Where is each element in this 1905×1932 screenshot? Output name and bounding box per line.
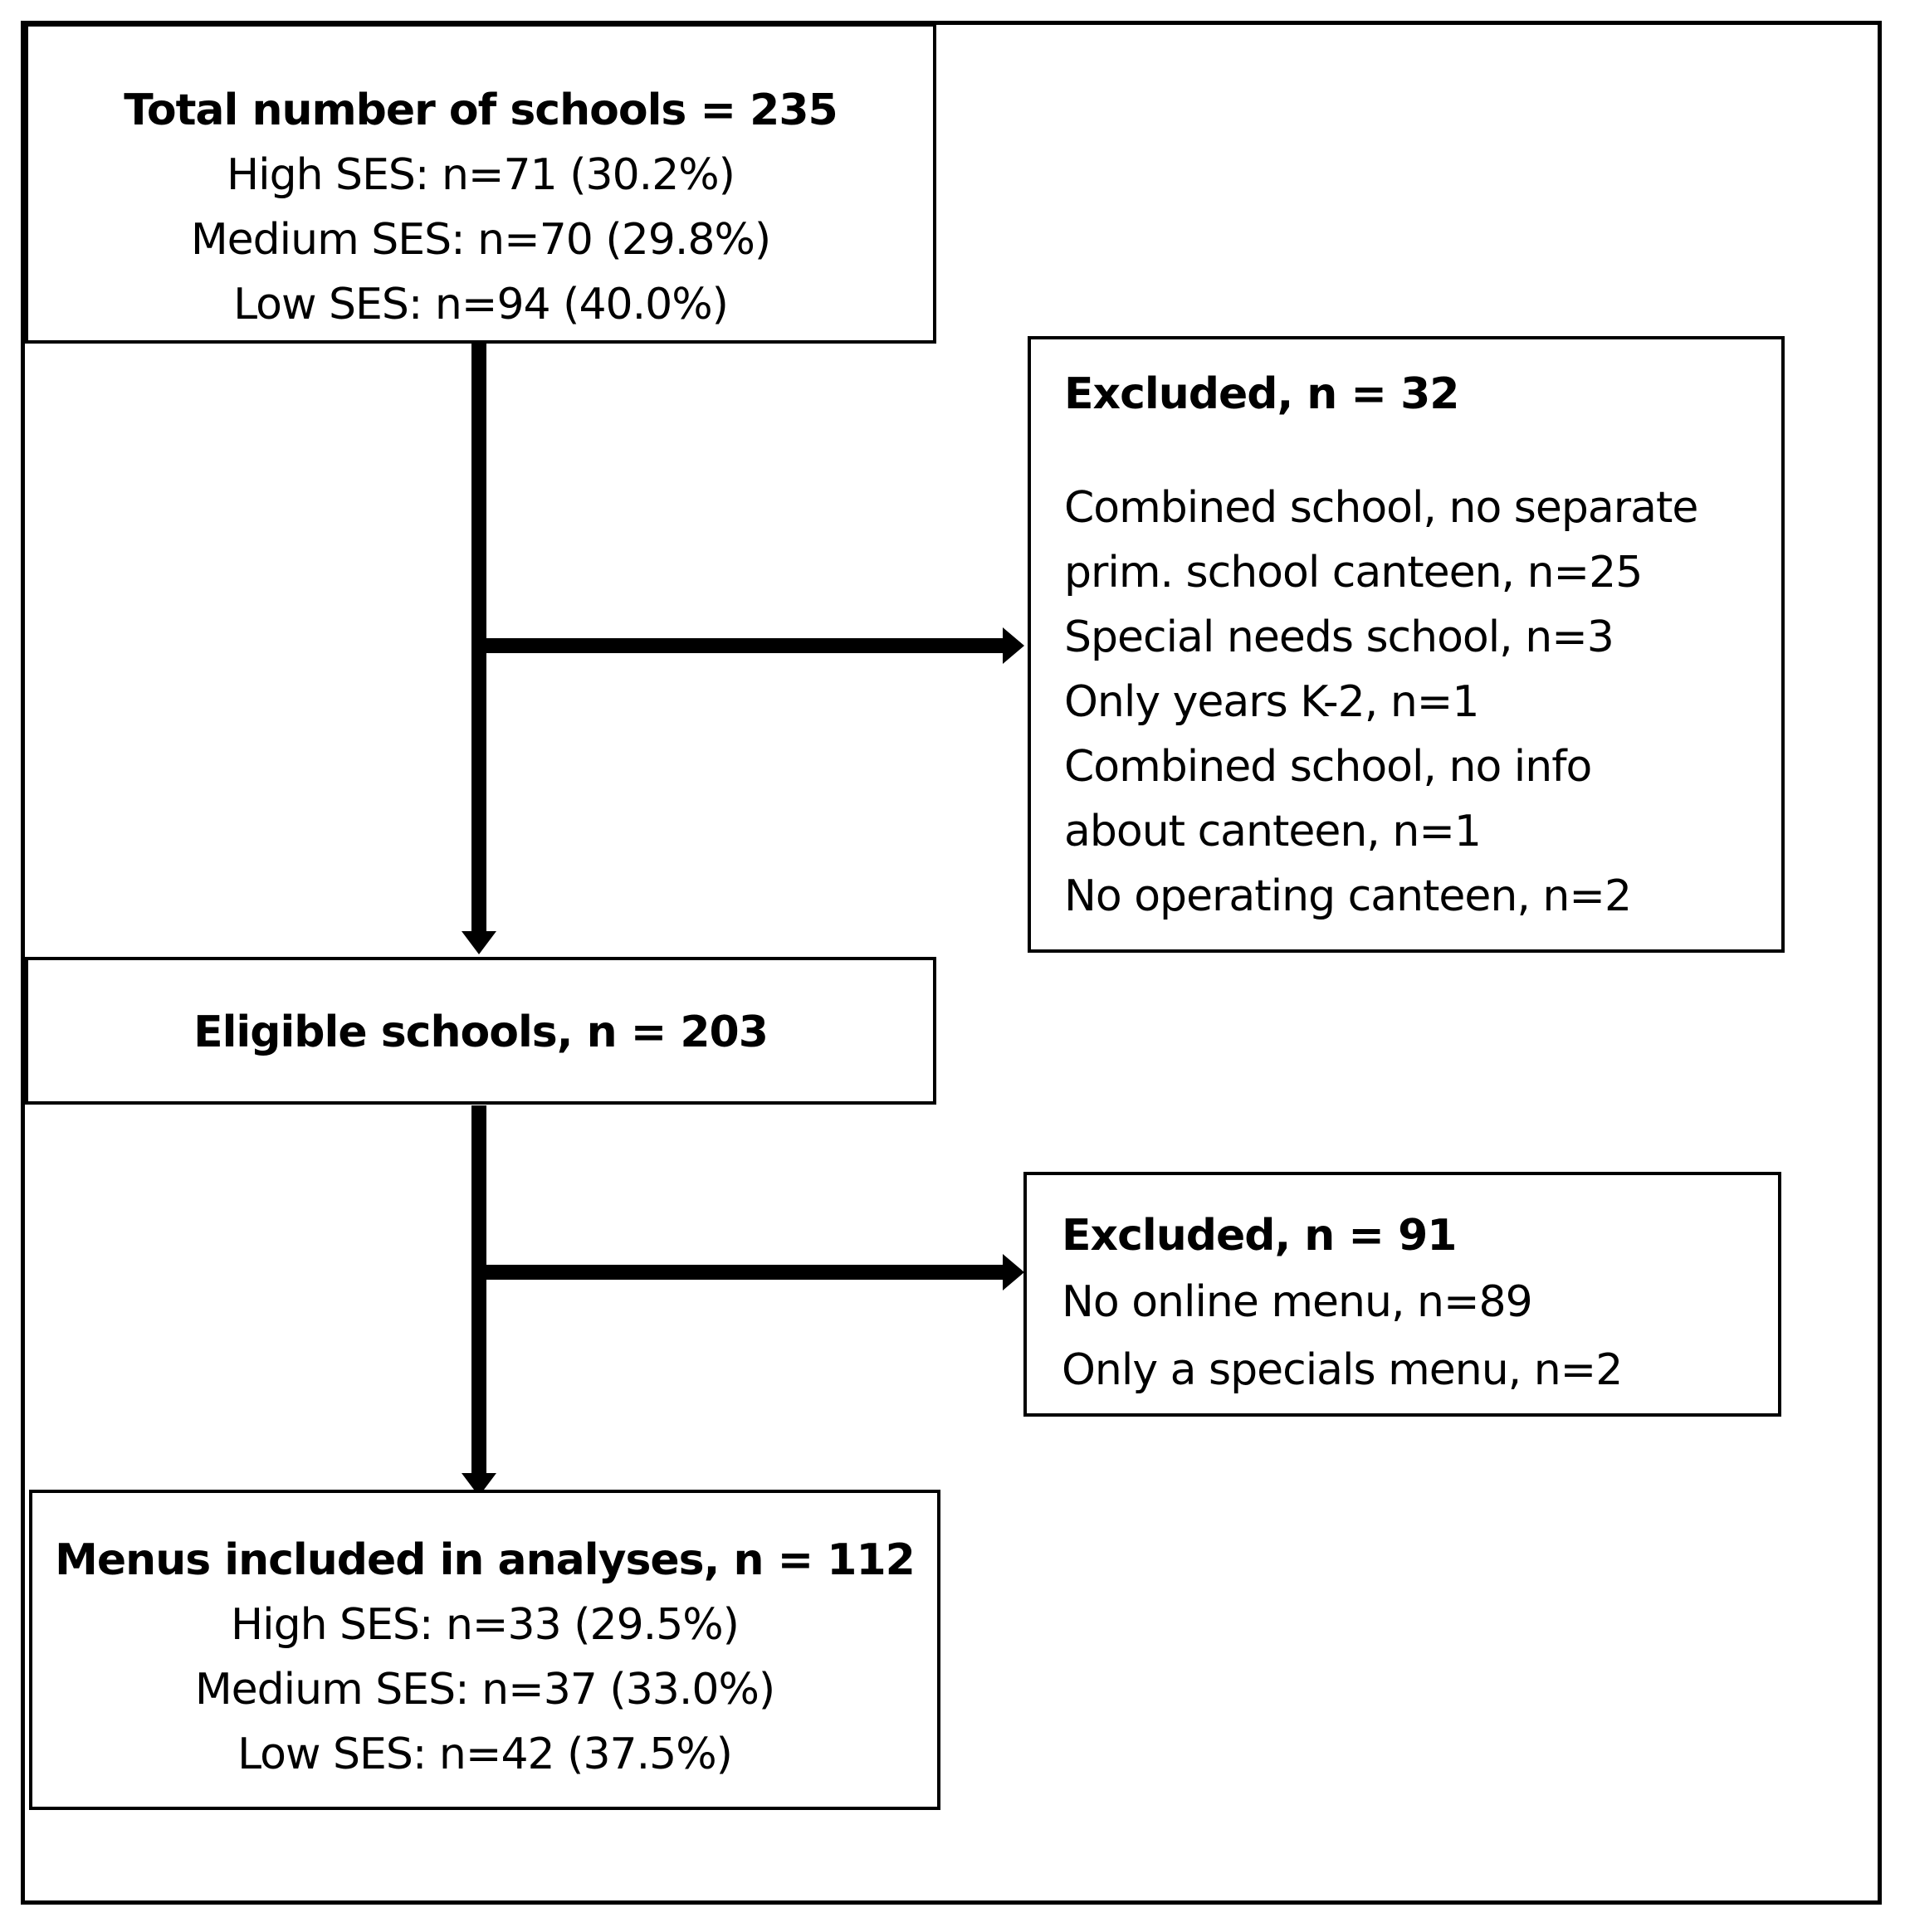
eligible-schools-box (25, 957, 936, 1105)
total-medium-ses: Medium SES: n=70 (29.8%) (190, 215, 771, 265)
total-low-ses: Low SES: n=94 (40.0%) (233, 280, 728, 329)
arrowhead-to-excluded-1 (1003, 627, 1024, 664)
menus-high-ses: High SES: n=33 (29.5%) (231, 1600, 739, 1650)
eligible-schools-title: Eligible schools, n = 203 (193, 1007, 768, 1057)
excluded-1-reason-2: prim. school canteen, n=25 (1064, 548, 1643, 598)
excluded-2-reason-2: Only a specials menu, n=2 (1062, 1345, 1623, 1395)
arrowhead-to-eligible (462, 931, 496, 954)
excluded-1-reason-6: about canteen, n=1 (1064, 807, 1481, 856)
excluded-2-reason-1: No online menu, n=89 (1062, 1277, 1532, 1327)
total-schools-title: Total number of schools = 235 (124, 85, 838, 135)
menus-low-ses: Low SES: n=42 (37.5%) (237, 1730, 732, 1779)
excluded-1-reason-4: Only years K-2, n=1 (1064, 677, 1479, 727)
excluded-1-reason-3: Special needs school, n=3 (1064, 612, 1614, 662)
total-schools-box (25, 23, 936, 344)
excluded-1-reason-1: Combined school, no separate (1064, 483, 1698, 533)
arrowhead-to-excluded-2 (1003, 1254, 1024, 1290)
excluded-1-reason-7: No operating canteen, n=2 (1064, 871, 1632, 921)
excluded-2-title: Excluded, n = 91 (1062, 1211, 1457, 1261)
excluded-box-1-content (1064, 362, 1697, 929)
menus-included-box (29, 1490, 940, 1810)
excluded-box-2 (1023, 1172, 1781, 1417)
menus-included-title: Menus included in analyses, n = 112 (55, 1535, 915, 1585)
total-high-ses: High SES: n=71 (30.2%) (227, 150, 735, 200)
excluded-1-reason-5: Combined school, no info (1064, 742, 1592, 792)
menus-medium-ses: Medium SES: n=37 (33.0%) (194, 1665, 775, 1715)
excluded-1-title: Excluded, n = 32 (1064, 369, 1459, 419)
